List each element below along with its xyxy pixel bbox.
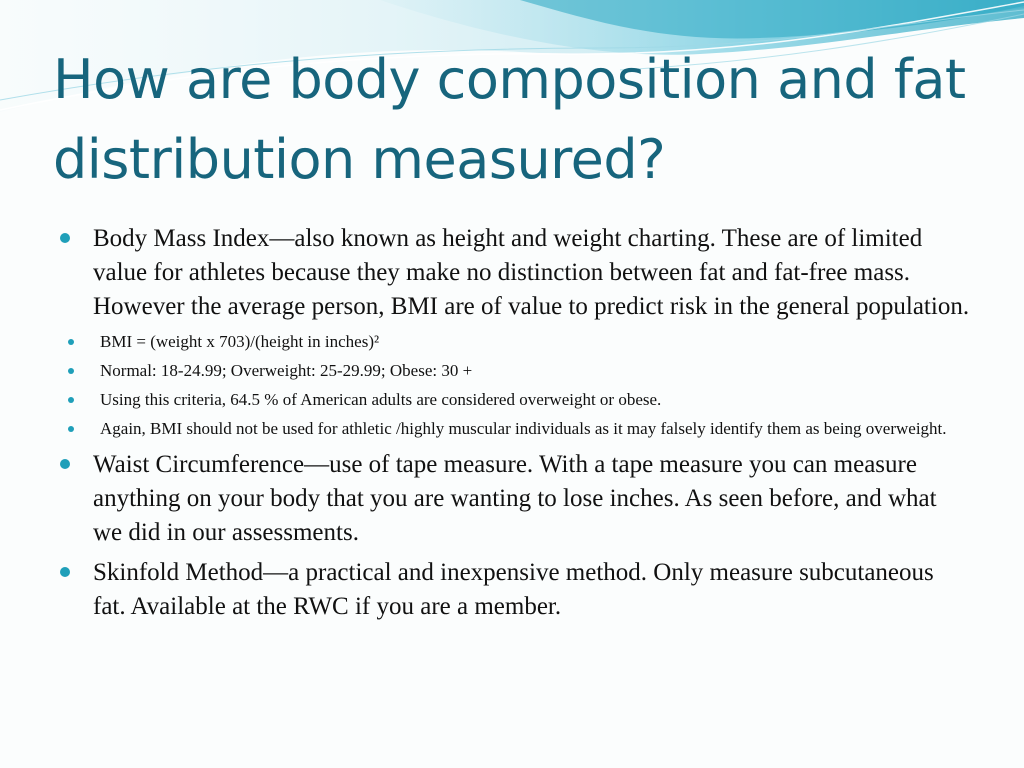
slide-content xyxy=(60,222,970,630)
sub-bullet xyxy=(68,417,970,440)
bullet-text: Waist Circumference—use of tape measure. With a tape measure you can measure anything on your body that you are wanting to lose inches. As seen before, and what we did in our assessments. xyxy=(93,451,937,546)
sub-bullet xyxy=(68,330,970,353)
sub-bullet-text: Using this criteria, 64.5 % of American adults are considered overweight or obese. xyxy=(100,390,662,409)
sub-bullet xyxy=(68,388,970,411)
bullet-waist xyxy=(60,448,970,550)
sub-bullet-dot-icon xyxy=(68,368,74,374)
bullet-dot-icon xyxy=(60,233,70,243)
bullet-dot-icon xyxy=(60,459,70,469)
sub-bullet-text: Again, BMI should not be used for athletic /highly muscular individuals as it may falsely identify them as being overweight. xyxy=(100,419,947,438)
sub-bullet-dot-icon xyxy=(68,426,74,432)
bullet-bmi xyxy=(60,222,970,324)
sub-bullet xyxy=(68,359,970,382)
bullet-text: Skinfold Method—a practical and inexpensive method. Only measure subcutaneous fat. Available at the RWC if you are a member. xyxy=(93,559,934,620)
slide-title: How are body composition and fat distribution measured? xyxy=(53,48,966,191)
bullet-dot-icon xyxy=(60,567,70,577)
sub-bullet-dot-icon xyxy=(68,397,74,403)
sub-bullet-dot-icon xyxy=(68,339,74,345)
bullet-skinfold xyxy=(60,556,970,624)
sub-bullet-text: BMI = (weight x 703)/(height in inches)² xyxy=(100,332,380,351)
sub-bullet-text: Normal: 18-24.99; Overweight: 25-29.99; Obese: 30 + xyxy=(100,361,473,380)
bmi-sub-list xyxy=(27,330,970,440)
bullet-text: Body Mass Index—also known as height and weight charting. These are of limited value for athletes because they make no distinction between fat and fat-free mass. However the average person, BMI are of value to predict risk in the general population. xyxy=(93,225,970,320)
